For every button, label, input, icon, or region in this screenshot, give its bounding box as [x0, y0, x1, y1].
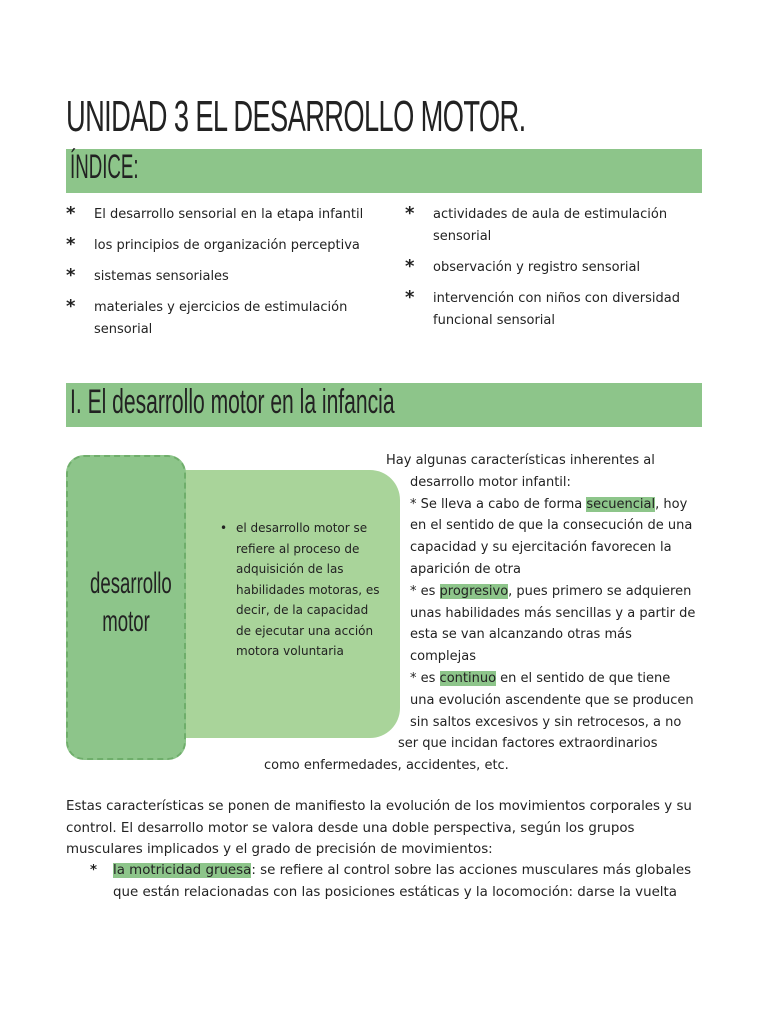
characteristic-sequential: * Se lleva a cabo de forma secuencial, hoy [410, 496, 688, 512]
characteristic-progressive: * es progresivo, pues primero se adquieren [410, 583, 692, 599]
text-line: esta se van alcanzando otras más [410, 627, 632, 643]
asterisk-bullet-icon: * [405, 287, 415, 308]
section-heading: I. El desarrollo motor en la infancia [70, 383, 395, 421]
asterisk-bullet-icon: * [66, 296, 76, 317]
index-heading-band [66, 149, 702, 193]
text-line: capacidad y su ejercitación favorecen la [410, 540, 672, 556]
concept-label: desarrollo motor [90, 567, 172, 638]
definition-text: • el desarrollo motor se refiere al proceso de adquisición de las habilidades motoras, es decir, de la capacidad de ejecutar una acción motora voluntaria [220, 518, 380, 662]
list-item-gross-motor: * la motricidad gruesa: se refiere al control sobre las acciones musculares más globales que están relacionadas con las posiciones estáticas y la locomoción: darse la vuelta [90, 860, 706, 904]
index-item: * intervención con niños con diversidad funcional sensorial [405, 287, 680, 328]
highlight: progresivo [439, 583, 509, 599]
index-list-right [405, 204, 705, 341]
text-line: desarrollo motor infantil: [410, 474, 571, 490]
asterisk-bullet-icon: * [90, 863, 98, 878]
characteristic-continuous: * es continuo en el sentido de que tiene [410, 670, 671, 686]
text-line: aparición de otra [410, 561, 521, 577]
body-paragraph: Estas características se ponen de manifiesto la evolución de los movimientos corporales y su control. El desarrollo motor se valora desde una doble perspectiva, según los grupos musculares implicados y el grado de precisión de movimientos: [66, 799, 692, 857]
section-heading-band [66, 383, 702, 427]
index-item: * El desarrollo sensorial en la etapa infantil [66, 203, 364, 224]
page-title: UNIDAD 3 EL DESARROLLO MOTOR. [66, 92, 526, 141]
index-item: * sistemas sensoriales [66, 265, 229, 286]
text-line: una evolución ascendente que se producen [410, 692, 694, 708]
index-item: * los principios de organización perceptiva [66, 234, 360, 255]
asterisk-bullet-icon: * [66, 203, 76, 224]
asterisk-bullet-icon: * [405, 256, 415, 277]
text-line: ser que incidan factores extraordinarios [398, 736, 658, 752]
highlight: la motricidad gruesa [113, 863, 252, 878]
asterisk-bullet-icon: * [405, 203, 415, 224]
text-line: unas habilidades más sencillas y a partir de [410, 605, 696, 621]
index-item: * actividades de aula de estimulación sensorial [405, 203, 668, 244]
concept-box [66, 455, 186, 760]
text-line: Hay algunas características inherentes al [386, 453, 655, 468]
highlight: continuo [439, 670, 497, 686]
text-line: sin saltos excesivos y sin retrocesos, a no [410, 714, 682, 730]
text-line: en el sentido de que la consecución de una [410, 518, 693, 534]
asterisk-bullet-icon: * [66, 234, 76, 255]
text-line: como enfermedades, accidentes, etc. [264, 758, 509, 774]
index-item: * materiales y ejercicios de estimulación sensorial [66, 296, 348, 337]
index-item: * observación y registro sensorial [405, 256, 641, 277]
asterisk-bullet-icon: * [66, 265, 76, 286]
index-heading: ÍNDICE: [70, 148, 139, 186]
definition-box [150, 470, 400, 738]
text-line: complejas [410, 649, 476, 665]
index-list-left [66, 204, 366, 350]
highlight: secuencial [586, 496, 656, 512]
